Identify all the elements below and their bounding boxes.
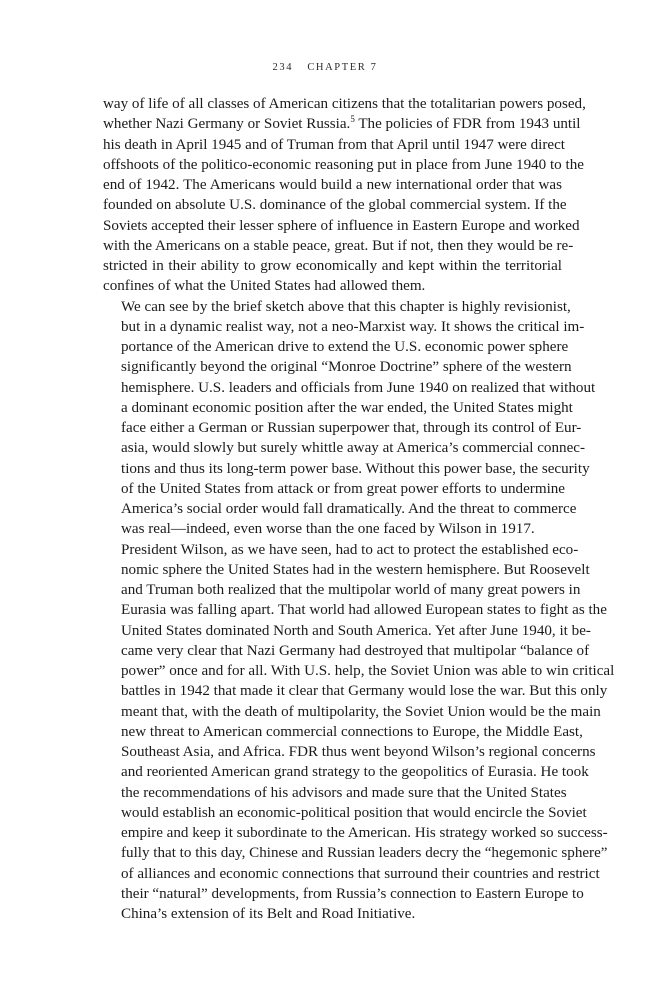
text-line: Southeast Asia, and Africa. FDR thus went beyond Wilson’s regional concerns [121, 744, 596, 760]
body-text [103, 94, 615, 924]
page-number: 234 [272, 62, 294, 73]
text-line: of alliances and economic connections that surround their countries and restrict [121, 865, 600, 882]
text-line: meant that, with the death of multipolarity, the Soviet Union would be the main [121, 703, 601, 720]
text-line: the recommendations of his advisors and made sure that the United States [121, 784, 567, 801]
paragraph-2 [103, 297, 596, 540]
text-line: significantly beyond the original “Monroe Doctrine” sphere of the western [121, 359, 572, 376]
text-line: Eurasia was falling apart. That world had allowed European states to fight as the [121, 602, 607, 619]
text-line: was real—indeed, even worse than the one faced by Wilson in 1917. [121, 521, 535, 538]
text-line: founded on absolute U.S. dominance of the global commercial system. If the [103, 197, 567, 214]
text-line: tions and thus its long-term power base. Without this power base, the security [121, 460, 590, 477]
text-fragment: whether Nazi Germany or Soviet Russia. [103, 116, 351, 133]
footnote-reference[interactable]: 5 [350, 114, 355, 125]
text-line: We can see by the brief sketch above that this chapter is highly revisionist, [121, 298, 571, 315]
text-line: of the United States from attack or from great power efforts to undermine [121, 480, 566, 497]
text-line: his death in April 1945 and of Truman from that April until 1947 were direct [103, 136, 565, 153]
text-line: asia, would slowly but surely whittle away at America’s commercial connec- [121, 440, 585, 457]
text-line: a dominant economic position after the war ended, the United States might [121, 399, 573, 416]
text-line: their “natural” developments, from Russia’s connection to Eastern Europe to [121, 885, 584, 902]
text-line: United States dominated North and South America. Yet after June 1940, it be- [121, 622, 591, 639]
text-line: but in a dynamic realist way, not a neo-Marxist way. It shows the critical im- [121, 318, 585, 335]
text-line: with the Americans on a stable peace, great. But if not, then they would be re- [103, 237, 574, 254]
text-line: face either a German or Russian superpower that, through its control of Eur- [121, 420, 582, 436]
text-line: stricted in their ability to grow economically and kept within the territorial [103, 258, 562, 274]
text-line: power” once and for all. With U.S. help, the Soviet Union was able to win critical [121, 663, 615, 679]
text-line: battles in 1942 that made it clear that Germany would lose the war. But this only [121, 683, 608, 700]
text-line: empire and keep it subordinate to the American. His strategy worked so success- [121, 825, 608, 841]
text-line: confines of what the United States had allowed them. [103, 278, 426, 295]
paragraph-3 [103, 540, 615, 925]
text-line: China’s extension of its Belt and Road Initiative. [121, 906, 416, 922]
text-line: President Wilson, as we have seen, had to act to protect the established eco- [121, 541, 579, 558]
text-line [103, 114, 581, 134]
text-line: Soviets accepted their lesser sphere of influence in Eastern Europe and worked [103, 217, 580, 234]
text-line: way of life of all classes of American citizens that the totalitarian powers posed, [103, 96, 586, 112]
paragraph-1 [103, 94, 586, 297]
text-line: America’s social order would fall dramatically. And the threat to commerce [121, 501, 577, 517]
chapter-label: CHAPTER 7 [307, 62, 378, 73]
text-line: and Truman both realized that the multipolar world of many great powers in [121, 582, 581, 598]
text-line: portance of the American drive to extend the U.S. economic power sphere [121, 339, 569, 355]
text-line: fully that to this day, Chinese and Russian leaders decry the “hegemonic sphere” [121, 845, 608, 862]
text-line: would establish an economic-political position that would encircle the Soviet [121, 804, 587, 821]
running-head [0, 62, 650, 73]
text-line: hemisphere. U.S. leaders and officials from June 1940 on realized that without [121, 379, 596, 396]
text-fragment: The policies of FDR from 1943 until [354, 116, 581, 133]
text-line: and reoriented American grand strategy to the geopolitics of Eurasia. He took [121, 764, 589, 781]
text-line: end of 1942. The Americans would build a new international order that was [103, 177, 562, 193]
text-line: nomic sphere the United States had in the western hemisphere. But Roosevelt [121, 561, 590, 578]
text-line: new threat to American commercial connections to Europe, the Middle East, [121, 723, 583, 740]
text-line: offshoots of the politico-economic reasoning put in place from June 1940 to the [103, 156, 584, 173]
text-line: came very clear that Nazi Germany had destroyed that multipolar “balance of [121, 642, 590, 659]
